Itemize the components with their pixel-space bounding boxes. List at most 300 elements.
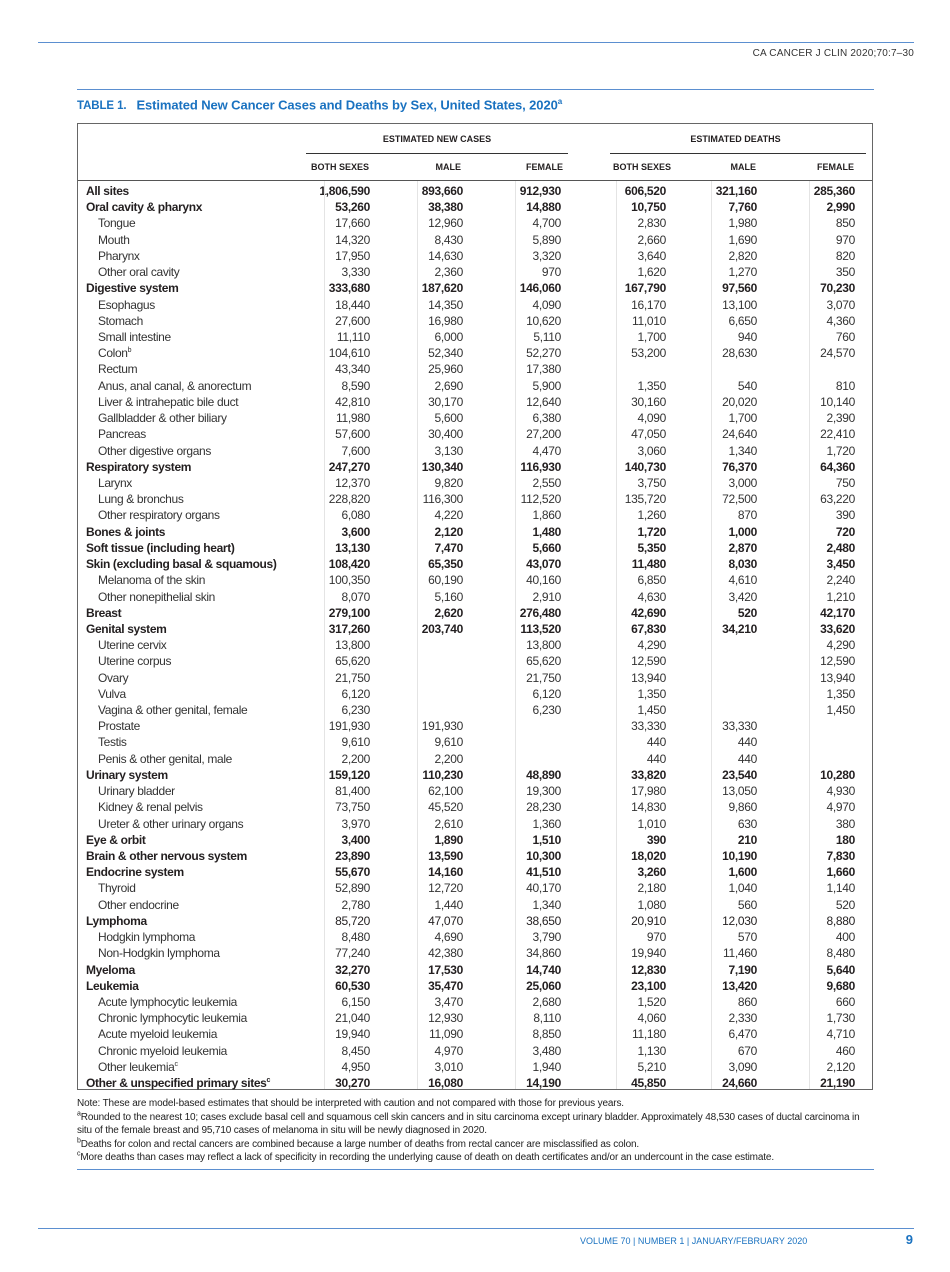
row-label-text: Melanoma of the skin bbox=[98, 573, 206, 588]
cell-value: 333,680 bbox=[328, 281, 370, 296]
cell-value: 2,200 bbox=[341, 751, 370, 766]
cell-value: 8,450 bbox=[341, 1043, 370, 1058]
row-label bbox=[98, 751, 232, 767]
table-row bbox=[78, 718, 757, 734]
cancer-statistics-table bbox=[77, 123, 873, 1090]
row-label-text: Testis bbox=[98, 735, 127, 750]
row-label-text: Esophagus bbox=[98, 297, 155, 312]
cell-value: 30,160 bbox=[631, 394, 666, 409]
cell-value: 9,610 bbox=[341, 735, 370, 750]
cell-value: 38,380 bbox=[428, 200, 463, 215]
cell-value: 2,870 bbox=[728, 540, 757, 555]
cell-value: 3,750 bbox=[637, 475, 666, 490]
cell-value: 3,640 bbox=[637, 248, 666, 263]
cell-value: 3,420 bbox=[728, 589, 757, 604]
cell-value: 1,210 bbox=[826, 589, 855, 604]
row-label-text: Uterine corpus bbox=[98, 654, 172, 669]
cell-value: 3,000 bbox=[728, 475, 757, 490]
column-divider bbox=[711, 181, 712, 1089]
cell-value: 2,550 bbox=[532, 475, 561, 490]
cell-value: 1,450 bbox=[637, 703, 666, 718]
cell-value: 14,350 bbox=[428, 297, 463, 312]
row-label bbox=[98, 1059, 178, 1075]
header-divider bbox=[78, 180, 872, 181]
row-label bbox=[98, 297, 155, 313]
row-label bbox=[98, 215, 135, 231]
table-row bbox=[78, 621, 872, 637]
footnote bbox=[77, 1111, 877, 1138]
cell-value: 21,040 bbox=[335, 1011, 370, 1026]
row-label bbox=[98, 378, 251, 394]
row-label bbox=[98, 589, 215, 605]
cell-value: 3,480 bbox=[532, 1043, 561, 1058]
cell-value: 12,830 bbox=[631, 962, 666, 977]
table-row bbox=[78, 361, 561, 377]
cell-value: 35,470 bbox=[428, 978, 463, 993]
cell-value: 24,660 bbox=[722, 1076, 757, 1091]
cell-value: 53,260 bbox=[335, 200, 370, 215]
cell-value: 140,730 bbox=[624, 459, 666, 474]
cell-value: 560 bbox=[737, 897, 757, 912]
cell-value: 10,280 bbox=[820, 767, 855, 782]
cell-value: 191,930 bbox=[421, 719, 463, 734]
cell-value: 1,510 bbox=[532, 832, 561, 847]
row-label bbox=[98, 1026, 217, 1042]
cell-value: 440 bbox=[646, 735, 666, 750]
cell-value: 32,270 bbox=[335, 962, 370, 977]
cell-value: 67,830 bbox=[631, 621, 666, 636]
row-label-text: Larynx bbox=[98, 475, 132, 490]
row-label bbox=[98, 264, 179, 280]
cell-value: 8,070 bbox=[341, 589, 370, 604]
cell-value: 1,720 bbox=[637, 524, 666, 539]
row-label bbox=[86, 459, 191, 475]
cell-value: 6,120 bbox=[341, 686, 370, 701]
cell-value: 81,400 bbox=[335, 784, 370, 799]
cell-value: 4,290 bbox=[826, 638, 855, 653]
cell-value: 1,350 bbox=[637, 378, 666, 393]
table-row bbox=[78, 443, 855, 459]
row-label-text: Pancreas bbox=[98, 427, 146, 442]
col-header: BOTH SEXES bbox=[310, 162, 369, 172]
footnote-text: More deaths than cases may reflect a lack of specificity in recording the underlying cause of death on death certificates and/or an undercount in the case estimate. bbox=[80, 1152, 774, 1163]
cell-value: 4,690 bbox=[434, 930, 463, 945]
row-label bbox=[98, 232, 130, 248]
table-row bbox=[78, 1010, 855, 1026]
cell-value: 660 bbox=[835, 995, 855, 1009]
footnote-mark: b bbox=[77, 1137, 81, 1145]
table-row bbox=[78, 378, 855, 394]
cell-value: 1,700 bbox=[637, 329, 666, 344]
row-label-text: Other digestive organs bbox=[98, 443, 212, 458]
cell-value: 276,480 bbox=[519, 605, 561, 620]
row-label-text: Anus, anal canal, & anorectum bbox=[98, 378, 252, 393]
row-label bbox=[86, 913, 147, 929]
cell-value: 3,260 bbox=[637, 865, 666, 880]
row-label-text: Soft tissue (including heart) bbox=[86, 540, 235, 555]
row-label-text: Endocrine system bbox=[86, 865, 184, 880]
cell-value: 970 bbox=[646, 930, 666, 945]
cell-value: 14,160 bbox=[428, 865, 463, 880]
table-row bbox=[78, 605, 872, 621]
row-label bbox=[98, 816, 243, 832]
cell-value: 23,890 bbox=[335, 849, 370, 864]
cell-value: 20,910 bbox=[631, 913, 666, 928]
row-label bbox=[98, 734, 127, 750]
footnote-mark: c bbox=[266, 1077, 271, 1085]
cell-value: 1,890 bbox=[434, 832, 463, 847]
cell-value: 108,420 bbox=[328, 557, 370, 572]
journal-reference: CA CANCER J CLIN 2020;70:7–30 bbox=[752, 48, 914, 59]
cell-value: 55,670 bbox=[335, 865, 370, 880]
cell-value: 8,110 bbox=[533, 1011, 561, 1026]
cell-value: 52,340 bbox=[428, 346, 463, 361]
cell-value: 5,900 bbox=[532, 378, 561, 393]
row-label-text: All sites bbox=[86, 184, 129, 198]
cell-value: 720 bbox=[835, 524, 855, 539]
cell-value: 6,080 bbox=[341, 508, 370, 523]
table-row bbox=[78, 524, 872, 540]
row-label-text: Other oral cavity bbox=[98, 265, 180, 280]
cell-value: 13,050 bbox=[722, 784, 757, 799]
table-caption bbox=[77, 97, 562, 112]
row-label bbox=[98, 945, 220, 961]
cell-value: 9,860 bbox=[728, 800, 757, 815]
row-label-text: Penis & other genital, male bbox=[98, 751, 232, 766]
table-row bbox=[78, 589, 855, 605]
cell-value: 3,450 bbox=[826, 557, 855, 572]
cell-value: 1,720 bbox=[826, 443, 855, 458]
cell-value: 52,890 bbox=[335, 881, 370, 896]
cell-value: 2,480 bbox=[826, 540, 855, 555]
cell-value: 18,020 bbox=[631, 849, 666, 864]
table-row bbox=[78, 783, 855, 799]
cell-value: 870 bbox=[737, 508, 757, 523]
table-row bbox=[78, 232, 855, 248]
cell-value: 52,270 bbox=[526, 346, 561, 361]
cell-value: 940 bbox=[737, 329, 757, 344]
footnote bbox=[77, 1097, 877, 1111]
cell-value: 2,390 bbox=[826, 411, 855, 426]
cell-value: 17,950 bbox=[335, 248, 370, 263]
row-label-text: Other nonepithelial skin bbox=[98, 589, 216, 604]
group-header-new-cases: ESTIMATED NEW CASES bbox=[382, 134, 492, 144]
cell-value: 62,100 bbox=[428, 784, 463, 799]
cell-value: 820 bbox=[835, 248, 855, 263]
cell-value: 228,820 bbox=[328, 492, 370, 507]
cell-value: 12,960 bbox=[428, 216, 463, 231]
table-row bbox=[78, 345, 855, 361]
cell-value: 3,010 bbox=[434, 1059, 463, 1074]
row-label bbox=[98, 329, 171, 345]
row-label-text: Lymphoma bbox=[86, 913, 147, 928]
table-row bbox=[78, 913, 872, 929]
cell-value: 4,360 bbox=[826, 313, 855, 328]
cell-value: 350 bbox=[835, 265, 855, 280]
cell-value: 13,940 bbox=[631, 670, 666, 685]
cell-value: 1,350 bbox=[826, 686, 855, 701]
cell-value: 810 bbox=[835, 378, 855, 393]
cell-value: 10,620 bbox=[526, 313, 561, 328]
row-label bbox=[86, 556, 277, 572]
row-label bbox=[98, 929, 195, 945]
cell-value: 570 bbox=[737, 930, 757, 945]
table-row bbox=[78, 183, 872, 199]
row-label bbox=[86, 767, 168, 783]
group-underline bbox=[306, 153, 568, 154]
cell-value: 7,190 bbox=[728, 962, 757, 977]
cell-value: 4,090 bbox=[637, 411, 666, 426]
cell-value: 4,470 bbox=[532, 443, 561, 458]
cell-value: 11,090 bbox=[428, 1027, 463, 1042]
row-label-text: Digestive system bbox=[86, 281, 179, 296]
cell-value: 18,440 bbox=[335, 297, 370, 312]
cell-value: 24,640 bbox=[722, 427, 757, 442]
cell-value: 34,210 bbox=[722, 621, 757, 636]
row-label-text: Chronic lymphocytic leukemia bbox=[98, 1011, 247, 1026]
cell-value: 5,160 bbox=[434, 589, 463, 604]
table-row bbox=[78, 978, 872, 994]
table-row bbox=[78, 1075, 872, 1091]
footnote bbox=[77, 1138, 877, 1152]
table-row bbox=[78, 848, 872, 864]
cell-value: 13,800 bbox=[335, 638, 370, 653]
cell-value: 70,230 bbox=[820, 281, 855, 296]
cell-value: 2,690 bbox=[434, 378, 463, 393]
table-row bbox=[78, 962, 872, 978]
row-label-text: Leukemia bbox=[86, 978, 139, 993]
cell-value: 33,820 bbox=[631, 767, 666, 782]
cell-value: 42,810 bbox=[335, 394, 370, 409]
table-row bbox=[78, 264, 855, 280]
cell-value: 27,200 bbox=[526, 427, 561, 442]
cell-value: 104,610 bbox=[328, 346, 370, 361]
cell-value: 3,470 bbox=[434, 995, 463, 1009]
cell-value: 14,190 bbox=[526, 1076, 561, 1091]
cell-value: 4,950 bbox=[341, 1059, 370, 1074]
table-row bbox=[78, 702, 855, 718]
column-divider bbox=[324, 181, 325, 1089]
row-label bbox=[98, 637, 166, 653]
column-divider bbox=[616, 181, 617, 1089]
cell-value: 5,350 bbox=[637, 540, 666, 555]
col-header: BOTH SEXES bbox=[612, 162, 671, 172]
cell-value: 12,590 bbox=[820, 654, 855, 669]
row-label bbox=[98, 426, 146, 442]
row-label bbox=[98, 443, 211, 459]
cell-value: 28,230 bbox=[526, 800, 561, 815]
row-label bbox=[86, 605, 121, 621]
cell-value: 25,960 bbox=[428, 362, 463, 377]
col-header: MALE bbox=[435, 162, 461, 172]
cell-value: 41,510 bbox=[526, 865, 561, 880]
cell-value: 17,980 bbox=[631, 784, 666, 799]
cell-value: 180 bbox=[835, 832, 855, 847]
cell-value: 30,400 bbox=[428, 427, 463, 442]
cell-value: 5,890 bbox=[532, 232, 561, 247]
table-row bbox=[78, 653, 855, 669]
cell-value: 2,200 bbox=[434, 751, 463, 766]
cell-value: 19,940 bbox=[335, 1027, 370, 1042]
cell-value: 13,420 bbox=[722, 978, 757, 993]
cell-value: 8,480 bbox=[826, 946, 855, 961]
cell-value: 40,170 bbox=[526, 881, 561, 896]
cell-value: 321,160 bbox=[715, 184, 757, 198]
cell-value: 40,160 bbox=[526, 573, 561, 588]
cell-value: 2,910 bbox=[532, 589, 561, 604]
cell-value: 850 bbox=[835, 216, 855, 231]
row-label-text: Acute lymphocytic leukemia bbox=[98, 995, 237, 1009]
cell-value: 77,240 bbox=[335, 946, 370, 961]
cell-value: 606,520 bbox=[624, 184, 666, 198]
cell-value: 100,350 bbox=[328, 573, 370, 588]
cell-value: 16,170 bbox=[631, 297, 666, 312]
row-label bbox=[86, 183, 129, 199]
cell-value: 1,700 bbox=[728, 411, 757, 426]
cell-value: 4,630 bbox=[637, 589, 666, 604]
table-row bbox=[78, 1043, 855, 1059]
cell-value: 8,880 bbox=[826, 913, 855, 928]
table-row bbox=[78, 426, 855, 442]
row-label bbox=[98, 1010, 247, 1026]
row-label-text: Chronic myeloid leukemia bbox=[98, 1043, 227, 1058]
cell-value: 65,620 bbox=[335, 654, 370, 669]
cell-value: 4,700 bbox=[532, 216, 561, 231]
cell-value: 8,480 bbox=[341, 930, 370, 945]
cell-value: 440 bbox=[737, 735, 757, 750]
row-label bbox=[98, 799, 203, 815]
cell-value: 116,930 bbox=[520, 459, 561, 474]
cell-value: 1,130 bbox=[637, 1043, 666, 1058]
table-row bbox=[78, 280, 872, 296]
cell-value: 60,190 bbox=[428, 573, 463, 588]
cell-value: 12,640 bbox=[526, 394, 561, 409]
table-row bbox=[78, 215, 855, 231]
cell-value: 7,830 bbox=[826, 849, 855, 864]
table-row bbox=[78, 929, 855, 945]
cell-value: 2,180 bbox=[637, 881, 666, 896]
cell-value: 1,340 bbox=[728, 443, 757, 458]
cell-value: 2,610 bbox=[434, 816, 463, 831]
cell-value: 30,270 bbox=[335, 1076, 370, 1091]
row-label bbox=[98, 572, 205, 588]
cell-value: 6,850 bbox=[637, 573, 666, 588]
row-label-text: Rectum bbox=[98, 362, 138, 377]
cell-value: 1,730 bbox=[826, 1011, 855, 1026]
cell-value: 6,230 bbox=[532, 703, 561, 718]
row-label bbox=[86, 848, 247, 864]
cell-value: 45,520 bbox=[428, 800, 463, 815]
table-row bbox=[78, 734, 757, 750]
table-row bbox=[78, 880, 855, 896]
table-row bbox=[78, 686, 855, 702]
table-row bbox=[78, 572, 855, 588]
row-label bbox=[98, 491, 183, 507]
table-row bbox=[78, 507, 855, 523]
top-rule bbox=[38, 42, 914, 43]
cell-value: 1,600 bbox=[728, 865, 757, 880]
cell-value: 6,000 bbox=[434, 329, 463, 344]
row-label-text: Colon bbox=[98, 346, 128, 361]
cell-value: 11,460 bbox=[722, 946, 757, 961]
cell-value: 8,850 bbox=[532, 1027, 561, 1042]
cell-value: 191,930 bbox=[328, 719, 370, 734]
row-label bbox=[98, 783, 175, 799]
notes-rule bbox=[77, 1169, 874, 1170]
row-label-text: Brain & other nervous system bbox=[86, 849, 247, 864]
row-label-text: Other endocrine bbox=[98, 897, 179, 912]
footnote-mark: c bbox=[77, 1150, 81, 1158]
cell-value: 2,780 bbox=[341, 897, 370, 912]
cell-value: 73,750 bbox=[335, 800, 370, 815]
row-label bbox=[86, 621, 166, 637]
cell-value: 13,940 bbox=[820, 670, 855, 685]
row-label-text: Other leukemia bbox=[98, 1059, 175, 1074]
table-row bbox=[78, 799, 855, 815]
cell-value: 4,710 bbox=[826, 1027, 855, 1042]
footnote-mark: c bbox=[174, 1060, 178, 1068]
row-label-text: Respiratory system bbox=[86, 459, 192, 474]
cell-value: 14,880 bbox=[526, 200, 561, 215]
table-row bbox=[78, 491, 855, 507]
table-row bbox=[78, 297, 855, 313]
cell-value: 3,320 bbox=[532, 248, 561, 263]
cell-value: 540 bbox=[737, 378, 757, 393]
cell-value: 43,340 bbox=[335, 362, 370, 377]
row-label bbox=[86, 864, 184, 880]
cell-value: 9,820 bbox=[434, 475, 463, 490]
cell-value: 3,400 bbox=[341, 832, 370, 847]
cell-value: 3,070 bbox=[826, 297, 855, 312]
cell-value: 116,300 bbox=[422, 492, 463, 507]
cell-value: 19,940 bbox=[631, 946, 666, 961]
row-label bbox=[98, 361, 137, 377]
cell-value: 3,600 bbox=[341, 524, 370, 539]
table-row bbox=[78, 540, 872, 556]
cell-value: 670 bbox=[737, 1043, 757, 1058]
cell-value: 6,150 bbox=[341, 995, 370, 1009]
cell-value: 750 bbox=[835, 475, 855, 490]
cell-value: 7,760 bbox=[728, 200, 757, 215]
cell-value: 13,800 bbox=[526, 638, 561, 653]
cell-value: 1,080 bbox=[637, 897, 666, 912]
row-label-text: Skin (excluding basal & squamous) bbox=[86, 557, 277, 572]
row-label-text: Small intestine bbox=[98, 329, 171, 344]
cell-value: 10,300 bbox=[526, 849, 561, 864]
cell-value: 1,520 bbox=[637, 995, 666, 1009]
row-label-text: Eye & orbit bbox=[86, 832, 146, 847]
row-label-text: Tongue bbox=[98, 216, 136, 231]
cell-value: 13,590 bbox=[428, 849, 463, 864]
table-row bbox=[78, 248, 855, 264]
cell-value: 33,620 bbox=[820, 621, 855, 636]
cell-value: 11,980 bbox=[335, 411, 370, 426]
row-label bbox=[86, 540, 235, 556]
bottom-rule bbox=[38, 1228, 914, 1229]
cell-value: 47,050 bbox=[631, 427, 666, 442]
cell-value: 22,410 bbox=[820, 427, 855, 442]
issue-info: VOLUME 70 | NUMBER 1 | JANUARY/FEBRUARY 2020 bbox=[580, 1236, 808, 1246]
cell-value: 17,530 bbox=[428, 962, 463, 977]
cell-value: 11,480 bbox=[631, 557, 666, 572]
cell-value: 1,360 bbox=[532, 816, 561, 831]
row-label-text: Acute myeloid leukemia bbox=[98, 1027, 218, 1042]
row-label bbox=[98, 702, 247, 718]
table-label: TABLE 1. bbox=[77, 100, 127, 113]
cell-value: 440 bbox=[646, 751, 666, 766]
row-label bbox=[98, 670, 128, 686]
cell-value: 6,380 bbox=[532, 411, 561, 426]
